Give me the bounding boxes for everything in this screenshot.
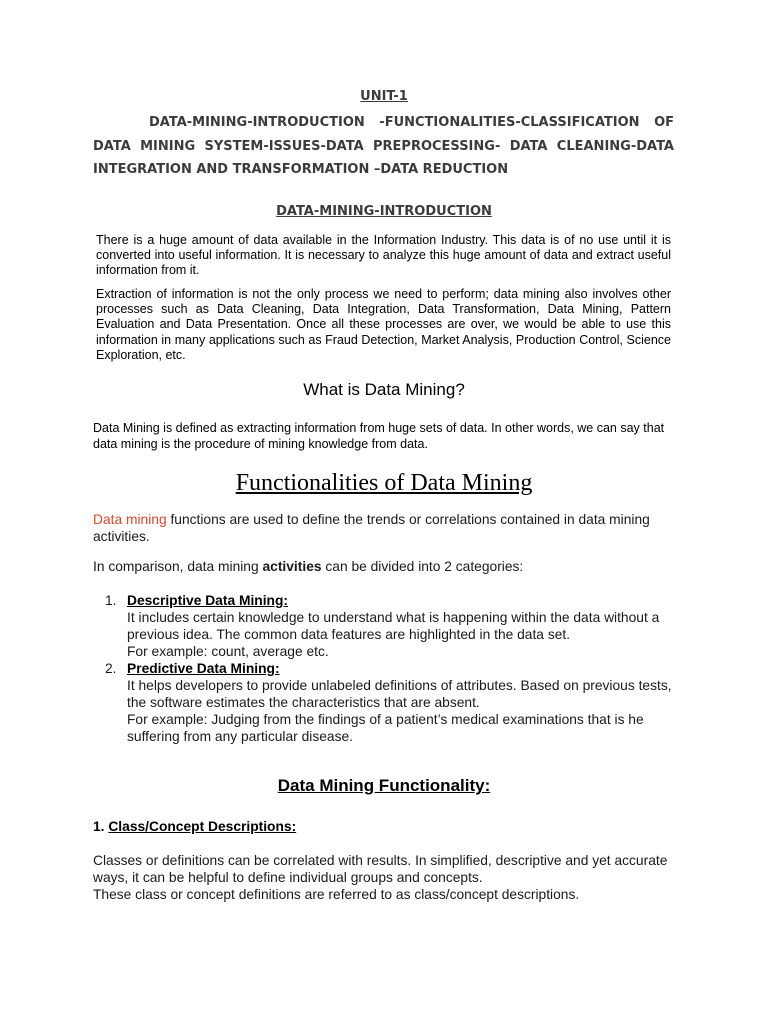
definition-paragraph: Data Mining is defined as extracting information from huge sets of data. In other words, we can say that data mining is the procedure of mining knowledge from data. [93, 421, 665, 451]
class-text-line: Classes or definitions can be correlated with results. In simplified, descriptive and yet accurate ways, it can be helpful to define individual groups and concepts. [93, 853, 668, 885]
comparison-paragraph [93, 558, 673, 575]
categories-list [93, 592, 673, 745]
comparison-text-start: In comparison, data mining [93, 559, 263, 574]
class-heading-title: Class/Concept Descriptions: [108, 819, 297, 834]
list-number: 1. [105, 593, 117, 608]
data-mining-link[interactable]: Data mining [93, 512, 167, 527]
what-is-data-mining-heading: What is Data Mining? [303, 380, 465, 399]
intro-paragraph: Extraction of information is not the only process we need to perform; data mining also involves other processes such as Data Cleaning, Data Integration, Data Transformation, Data Mining, Pattern Evaluation and Data Presentation. Once all these processes are over, we would be able to use this information in many applications such as Fraud Detection, Market Analysis, Production Control, Science Exploration, etc. [96, 287, 671, 362]
list-number: 2. [105, 661, 117, 676]
list-item-title: Descriptive Data Mining: [127, 593, 288, 608]
class-concept-heading [93, 819, 296, 834]
functions-text: functions are used to define the trends or correlations contained in data mining activities. [93, 512, 650, 544]
comparison-text-end: can be divided into 2 categories: [321, 559, 524, 574]
list-item-example: For example: count, average etc. [127, 644, 329, 659]
list-item-example: For example: Judging from the findings of a patient’s medical examinations that is he suffering from any particular disease. [127, 712, 644, 744]
activities-bold: activities [262, 559, 322, 574]
unit-title: UNIT-1 [360, 89, 408, 104]
intro-paragraph: There is a huge amount of data available in the Information Industry. This data is of no use until it is converted into useful information. It is necessary to analyze this huge amount of data and extract useful information from it. [96, 233, 671, 278]
list-item [93, 592, 673, 660]
list-item [93, 660, 673, 745]
section-heading: DATA-MINING-INTRODUCTION [276, 204, 492, 219]
functionality-heading: Data Mining Functionality: [277, 776, 491, 795]
functionalities-heading: Functionalities of Data Mining [235, 470, 533, 496]
functions-paragraph [93, 511, 673, 545]
list-item-title: Predictive Data Mining: [127, 661, 280, 676]
class-concept-paragraph [93, 852, 683, 903]
syllabus-heading: DATA-MINING-INTRODUCTION -FUNCTIONALITIES-CLASSIFICATION OF DATA MINING SYSTEM-ISSUES-DATA PREPROCESSING- DATA CLEANING-DATA INTEGRATION AND TRANSFORMATION –DATA REDUCTION [93, 115, 674, 177]
class-text-line: These class or concept definitions are referred to as class/concept descriptions. [93, 887, 580, 902]
class-heading-number: 1. [93, 819, 109, 834]
list-item-text: It includes certain knowledge to understand what is happening within the data without a previous idea. The common data features are highlighted in the data set. [127, 610, 660, 642]
list-item-text: It helps developers to provide unlabeled definitions of attributes. Based on previous tests, the software estimates the characteristics that are absent. [127, 678, 672, 710]
